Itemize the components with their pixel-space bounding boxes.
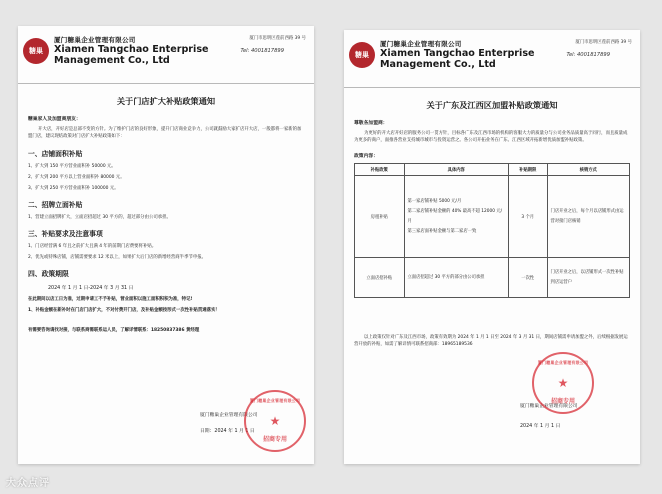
company-address: 厦门市思明区莲前西路 39 号 <box>249 36 306 41</box>
note: 1、补贴金额在新补时在门店门店扩大，不对付费开门店，及补贴金额按形式一次性补贴贯通落实！ <box>28 308 220 314</box>
notice-page-left <box>18 26 314 464</box>
column-header: 补贴期限 <box>509 164 548 176</box>
company-tel: Tel: 4001817899 <box>240 48 284 54</box>
greeting: 尊敬各加盟商： <box>354 121 388 126</box>
table-header-row <box>355 164 630 176</box>
platform-watermark: 大众点评 <box>6 478 50 489</box>
cell-policy: 立面店招补贴 <box>355 258 405 298</box>
section-heading: 一、店铺面积补贴 <box>28 150 83 159</box>
company-address: 厦门市思明区莲前西路 39 号 <box>575 40 632 45</box>
sign-date: 日期：2024 年 1 月 1 日 <box>200 429 255 434</box>
section-heading: 三、补贴要求及注意事项 <box>28 230 103 239</box>
company-tel: Tel: 4001817899 <box>566 52 610 58</box>
greeting: 糖巢家人及加盟商朋友： <box>28 117 81 122</box>
company-seal: 厦门糖巢企业管理有限公司 ★ 招商专用 <box>532 352 594 414</box>
list-item: 3、扩大到 250 平方营业面积补 100000 元。 <box>28 186 119 192</box>
signer: 厦门糖巢企业管理有限公司 <box>200 413 258 418</box>
list-item: 2、扩大到 200 平方以上营业面积补 80000 元。 <box>28 175 125 181</box>
column-header: 具体内容 <box>404 164 509 176</box>
company-name-cn: 厦门糖巢企业管理有限公司 <box>54 36 136 44</box>
company-seal: 厦门糖巢企业管理有限公司 ★ 招商专用 <box>244 390 306 452</box>
cell-policy: 房租补贴 <box>355 176 405 258</box>
company-logo: 糖巢 <box>349 42 375 68</box>
summary-paragraph: 以上政策仅针对广东及江西市场，政策有效期为 2024 年 1 月 1 日至 2024 年 3 月 31 日，期间店铺需申请加盟之外，后续根据发展运营开放的补贴，如需了解详情可联系招商部：18965189536 <box>354 335 628 348</box>
list-item: 1、营建立面招牌扩大，立面店招超过 30 平方的，超过部分由公司承担。 <box>28 215 171 221</box>
policy-period: 2024 年 1 月 1 日-2024 年 3 月 31 日 <box>48 286 134 292</box>
policy-table <box>354 163 630 298</box>
cell-content: 立面店招超过 30 平方的部分由公司承担 <box>404 258 509 298</box>
cell-term: 3 个月 <box>509 176 548 258</box>
list-item: 2、优先或特殊店铺，店铺需要要求 12 米以上，如果扩大后门店的新增经营商半季节申报。 <box>28 255 207 261</box>
company-name-en: Xiamen Tangchao Enterprise Management Co., Ltd <box>380 48 535 70</box>
table-row <box>355 258 630 298</box>
list-item: 1、门店经营满 6 年且之前扩大且满 4 年的前期门店费要将补贴。 <box>28 244 157 250</box>
list-item: 1、扩大到 150 平方营业面积补 50000 元。 <box>28 164 116 170</box>
notice-title: 关于门店扩大补贴政策通知 <box>116 96 216 106</box>
section-heading: 四、政策期限 <box>28 270 69 279</box>
column-header: 补贴政策 <box>355 164 405 176</box>
notice-page-right <box>344 30 640 464</box>
table-row <box>355 176 630 258</box>
sign-date: 2024 年 1 月 1 日 <box>520 424 561 429</box>
cell-method: 门店开业之后，以店铺形式一次性补贴到店运营户 <box>547 258 630 298</box>
letterhead <box>344 30 640 88</box>
cell-method: 门店开业之后，每个月以店铺形式由运营对接门店核销 <box>547 176 630 258</box>
column-header: 核销方式 <box>547 164 630 176</box>
company-name-cn: 厦门糖巢企业管理有限公司 <box>380 40 462 48</box>
intro-paragraph: 开大店，开好店是总部不变的方针。为了维护门店的良好形象，提升门店商业竞争力，公司就鼓励大家扩店开大店，一般都将一家新的加盟门店，建议现结政策对门店扩大补贴政策如下： <box>28 127 302 140</box>
letterhead <box>18 26 314 84</box>
section-heading: 二、招牌立面补贴 <box>28 201 83 210</box>
contact-line: 有需要咨询请找对接，与联系商需联系运人员，了解详情联系：18250837386 黄经理 <box>28 328 200 334</box>
cell-content: 第一家店铺补贴 5000 元/月 第二家店铺补贴金额的 40% 最高不超 12000 元/月 第三家店面补贴金额与第二家店一致 <box>404 176 509 258</box>
intro-paragraph: 为更好的开大店开好店的服务公司一贯方针，目标各广东及江西市场的机构的客服大力的质量分与公司业务品质量高于同行，而且质量成为更多的商户，面推各营业支持城市城市与投资运营之。各公司开拓业务在广东、江西区域开拓新增优质加盟补贴政策。 <box>354 131 628 144</box>
cell-term: 一次性 <box>509 258 548 298</box>
note: 在此期间以店工日为准，过期申请工不予补贴，营业面积以施工面积积积为准，特记! <box>28 297 193 303</box>
signer: 厦门糖巢企业管理有限公司 <box>520 404 578 409</box>
company-name-en: Xiamen Tangchao Enterprise Management Co., Ltd <box>54 44 209 66</box>
notice-title: 关于广东及江西区加盟补贴政策通知 <box>426 100 558 110</box>
company-logo: 糖巢 <box>23 38 49 64</box>
policy-heading: 政策内容： <box>354 154 378 160</box>
